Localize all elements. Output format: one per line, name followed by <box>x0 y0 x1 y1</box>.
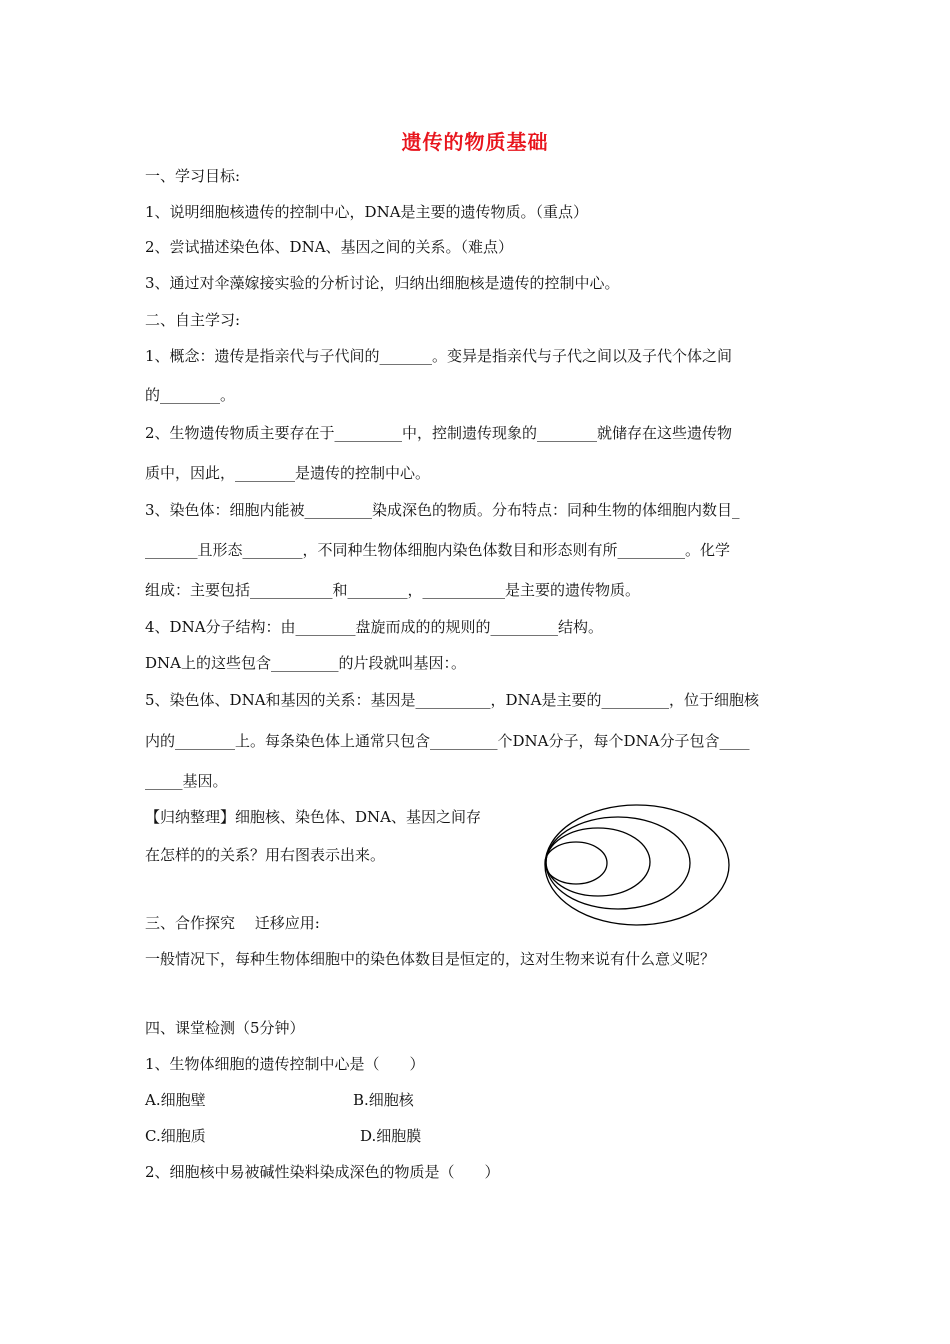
ellipse-inner <box>545 842 607 884</box>
section-heading-self-study: 二、自主学习: <box>145 311 241 329</box>
page-title: 遗传的物质基础 <box>401 130 549 154</box>
section-heading-explore: 三、合作探究 迁移应用: <box>145 914 320 932</box>
option-d: D.细胞膜 <box>360 1127 422 1145</box>
study-line: 4、DNA分子结构：由________盘旋而成的的规则的_________结构。 <box>145 618 604 636</box>
section-heading-test: 四、课堂检测（5分钟） <box>145 1019 305 1037</box>
summary-line: 在怎样的的关系？用右图表示出来。 <box>145 846 386 864</box>
goal-item: 3、通过对伞藻嫁接实验的分析讨论，归纳出细胞核是遗传的控制中心。 <box>145 274 620 292</box>
study-line: 内的________上。每条染色体上通常只包含_________个DNA分子，每个DNA分子包含____ <box>145 732 750 750</box>
study-line: 5、染色体、DNA和基因的关系：基因是__________，DNA是主要的_________，位于细胞核 <box>145 691 760 709</box>
question-1: 1、生物体细胞的遗传控制中心是（ ） <box>145 1055 425 1073</box>
question-2: 2、细胞核中易被碱性染料染成深色的物质是（ ） <box>145 1163 500 1181</box>
study-line: 质中，因此，________是遗传的控制中心。 <box>145 464 431 482</box>
section-heading-goals: 一、学习目标: <box>145 167 241 185</box>
study-line: 1、概念：遗传是指亲代与子代间的_______。变异是指亲代与子代之间以及子代个体之间 <box>145 347 733 365</box>
study-line: 3、染色体：细胞内能被_________染成深色的物质。分布特点：同种生物的体细胞内数目_ <box>145 501 740 519</box>
study-line: 组成：主要包括___________和________，___________是主要的遗传物质。 <box>145 581 641 599</box>
option-b: B.细胞核 <box>353 1091 414 1109</box>
study-line: _____基因。 <box>145 772 228 790</box>
option-a: A.细胞壁 <box>145 1091 206 1109</box>
study-line: DNA上的这些包含_________的片段就叫基因：。 <box>145 654 466 672</box>
study-line: _______且形态________，不同种生物体细胞内染色体数目和形态则有所_________。化学 <box>145 541 731 559</box>
option-c: C.细胞质 <box>145 1127 206 1145</box>
goal-item: 1、说明细胞核遗传的控制中心，DNA是主要的遗传物质。（重点） <box>145 203 589 221</box>
ellipse-third <box>546 828 650 896</box>
goal-item: 2、尝试描述染色体、DNA、基因之间的关系。（难点） <box>145 238 514 256</box>
summary-line: 【归纳整理】细胞核、染色体、DNA、基因之间存 <box>145 808 481 826</box>
study-line: 的________。 <box>145 386 236 404</box>
explore-question: 一般情况下，每种生物体细胞中的染色体数目是恒定的，这对生物来说有什么意义呢？ <box>145 950 716 968</box>
study-line: 2、生物遗传物质主要存在于_________中，控制遗传现象的________就储存在这些遗传物 <box>145 424 733 442</box>
nested-ellipse-diagram <box>540 800 740 930</box>
